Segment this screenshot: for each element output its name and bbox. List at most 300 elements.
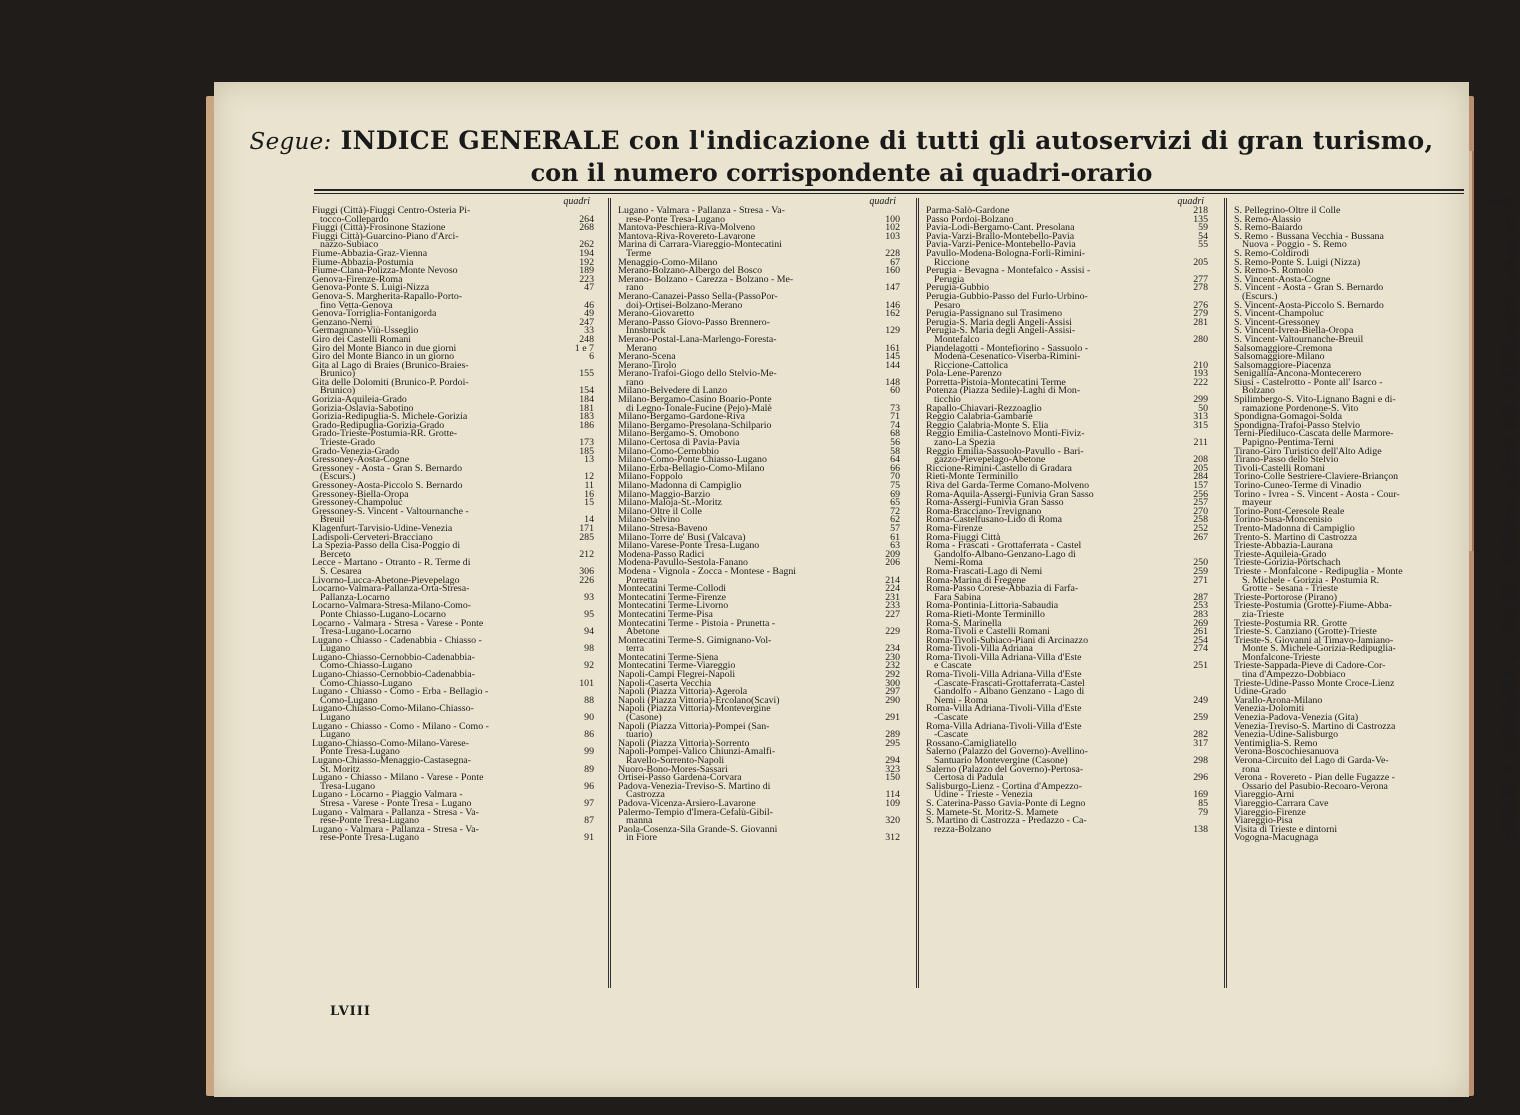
entry-route: Salsomaggiore-Milano bbox=[1234, 351, 1325, 363]
entry-quadro-number: 56 bbox=[890, 437, 900, 449]
entry-route: Roma-Rieti-Monte Terminillo bbox=[926, 608, 1045, 620]
entry-quadro-number: 42 bbox=[1506, 265, 1516, 277]
entry-quadro-number: 177 bbox=[1501, 617, 1516, 629]
entry-route-continued: Perugia bbox=[934, 273, 965, 285]
entry-route: S. Caterina-Passo Gavia-Ponte di Legno bbox=[926, 797, 1086, 809]
index-entry bbox=[312, 791, 598, 808]
index-entry bbox=[926, 327, 1212, 344]
entry-quadro-number: 270 bbox=[1193, 505, 1208, 517]
entry-route: Merano-Tirolo bbox=[618, 359, 677, 371]
entry-route: Torino-Cuneo-Terme di Vinadio bbox=[1234, 480, 1362, 491]
entry-quadro-number: 54 bbox=[1198, 230, 1208, 242]
entry-quadro-number: 188 bbox=[1501, 548, 1516, 560]
entry-route-continued: Montefalco bbox=[934, 333, 980, 345]
index-entry bbox=[1234, 565, 1520, 595]
entry-quadro-number: 93 bbox=[584, 591, 594, 603]
entry-quadro-number: 210 bbox=[1193, 359, 1208, 371]
entry-route-continued: di Legno-Tonale-Fucine (Pejo)-Malè bbox=[626, 402, 772, 414]
entry-route: Salsomaggiore-Cremona bbox=[1234, 342, 1333, 354]
entry-quadro-number: 268 bbox=[579, 222, 594, 234]
entry-quadro-number: 173 bbox=[579, 437, 594, 449]
entry-route: Torino - Ivrea - S. Vincent - Aosta - Cour- bbox=[1234, 488, 1400, 500]
entry-quadro-number: 232 bbox=[885, 660, 900, 672]
entry-route-continued: nazzo-Subiaco bbox=[320, 239, 379, 251]
entry-route-continued: (Casone) bbox=[626, 712, 662, 724]
entry-route: Viareggio-Arni bbox=[1234, 789, 1295, 801]
index-column-2 bbox=[618, 198, 904, 998]
entry-route-continued: Berceto bbox=[320, 548, 351, 560]
entry-quadro-number: 1 e 7 bbox=[574, 342, 594, 354]
entry-route: Rapallo-Chiavari-Rezzoaglio bbox=[926, 402, 1042, 414]
entry-route: Montecatini Terme-Collodi bbox=[618, 583, 727, 595]
entry-route-continued: Certosa di Padula bbox=[934, 772, 1004, 784]
entry-route: Porretta-Pistoia-Montecatini Terme bbox=[926, 376, 1066, 388]
entry-route: Lugano - Chiasso - Cadenabbia - Chiasso - bbox=[312, 634, 482, 646]
entry-route: Padova-Venezia-Treviso-S. Martino di bbox=[618, 780, 771, 792]
entry-route: Trieste-Aquileia-Grado bbox=[1234, 548, 1327, 560]
entry-quadro-number: 103 bbox=[885, 230, 900, 242]
entry-route: Verona-Boscochiesanuova bbox=[1234, 746, 1339, 758]
entry-route: Parma-Salò-Gardone bbox=[926, 205, 1010, 216]
entry-quadro-number: 245 bbox=[1501, 789, 1516, 801]
entry-route-continued: Nemi-Roma bbox=[934, 557, 983, 569]
entry-quadro-number: 107 bbox=[1501, 763, 1516, 775]
entry-route: Germagnano-Viù-Usseglio bbox=[312, 325, 419, 337]
entry-route: Visita di Trieste e dintorni bbox=[1234, 823, 1338, 835]
index-entry bbox=[1234, 634, 1520, 663]
entry-route-continued: Castrozza bbox=[626, 789, 665, 801]
entry-quadro-number: 89 bbox=[584, 763, 594, 775]
index-entry bbox=[926, 671, 1212, 705]
entry-route: Napoli (Piazza Vittoria)-Agerola bbox=[618, 686, 748, 698]
entry-route: Riccione-Rimini-Castello di Gradara bbox=[926, 462, 1072, 474]
entry-route: Ortisei-Passo Gardena-Corvara bbox=[618, 772, 742, 784]
entry-quadro-number: 32 bbox=[1506, 505, 1516, 517]
entry-route: Perugia-Gubbio bbox=[926, 282, 990, 294]
entry-quadro-number: 72 bbox=[890, 505, 900, 517]
entry-route: Locarno - Valmara - Stresa - Varese - Ponte bbox=[312, 617, 484, 629]
entry-quadro-number: 151 bbox=[1501, 385, 1516, 397]
entry-quadro-number: 26 bbox=[1506, 273, 1516, 285]
entry-quadro-number: 49 bbox=[584, 308, 594, 320]
entry-route: Grado-Redipuglia-Gorizia-Grado bbox=[312, 419, 445, 431]
entry-route-continued: -Cascate bbox=[934, 712, 968, 724]
entry-route: Gressoney - Aosta - Gran S. Bernardo bbox=[312, 462, 463, 474]
entry-route: Lugano - Chiasso - Como - Milano - Como - bbox=[312, 720, 489, 732]
entry-route-continued: Modena-Cesenatico-Viserba-Rimini- bbox=[934, 351, 1081, 363]
entry-quadro-number: 27 bbox=[1506, 299, 1516, 311]
index-entry bbox=[618, 823, 904, 844]
index-entry bbox=[926, 342, 1212, 371]
entry-route: Milano-Bergamo-Casino Boario-Ponte bbox=[618, 394, 772, 406]
entry-route: Livorno-Lucca-Abetone-Pievepelago bbox=[312, 574, 460, 586]
entry-quadro-number: 58 bbox=[890, 445, 900, 457]
entry-quadro-number: 205 bbox=[1193, 462, 1208, 474]
entry-quadro-number: 237 bbox=[1501, 815, 1516, 827]
entry-quadro-number: 169 bbox=[1193, 789, 1208, 801]
entry-route: Viareggio-Firenze bbox=[1234, 806, 1306, 818]
entry-quadro-number: 116 bbox=[1501, 720, 1516, 732]
entry-route: Siusi - Castelrotto - Ponte all' Isarco - bbox=[1234, 376, 1383, 388]
entry-route: Montecatini Terme - Pistoia - Prunetta - bbox=[618, 617, 776, 629]
entry-quadro-number: 254 bbox=[1193, 634, 1208, 646]
entry-route-continued: Riccione bbox=[934, 256, 970, 268]
entry-route: Roma-Tivoli e Castelli Romani bbox=[926, 626, 1050, 638]
entry-route: Napoli (Piazza Vittoria)-Montevergine bbox=[618, 703, 771, 715]
entry-quadro-number: 146 bbox=[885, 299, 900, 311]
entry-route-continued: S. Cesarea bbox=[320, 565, 362, 577]
index-entry bbox=[1234, 834, 1520, 843]
entry-route: S. Remo-Baiardo bbox=[1234, 222, 1303, 234]
entry-quadro-number: 63 bbox=[890, 540, 900, 552]
entry-route: Trieste-Udine-Passo Monte Croce-Lienz bbox=[1234, 677, 1395, 689]
entry-route: Gita delle Dolomiti (Brunico-P. Pordoi- bbox=[312, 376, 469, 388]
entry-route: Milano-Varese-Ponte Tresa-Lugano bbox=[618, 540, 760, 552]
entry-quadro-number: 190 bbox=[1501, 677, 1516, 689]
entry-quadro-number: 212 bbox=[579, 548, 594, 560]
entry-route: Napoli-Campi Flegrei-Napoli bbox=[618, 669, 736, 681]
entry-route: Lugano - Valmara - Pallanza - Stresa - Va- bbox=[312, 806, 479, 818]
entry-quadro-number: 259 bbox=[1193, 565, 1208, 577]
entry-quadro-number: 261 bbox=[1193, 626, 1208, 638]
entry-route: S. Martino di Castrozza - Predazzo - Ca- bbox=[926, 815, 1087, 827]
entry-route-continued: rese-Ponte Tresa-Lugano bbox=[320, 832, 420, 844]
entry-quadro-number: 81 bbox=[1506, 454, 1516, 466]
entry-quadro-number: 172 bbox=[1501, 823, 1516, 835]
entry-route: Spondigna-Gomagoi-Solda bbox=[1234, 411, 1343, 423]
column-divider bbox=[916, 198, 919, 988]
entry-quadro-number: 262 bbox=[579, 239, 594, 251]
title-rule-thin bbox=[314, 193, 1464, 194]
entry-quadro-number: 290 bbox=[885, 694, 900, 706]
entry-quadro-number: 269 bbox=[1193, 617, 1208, 629]
entry-route-continued: rano bbox=[626, 376, 644, 388]
entry-quadro-number: 274 bbox=[1193, 643, 1208, 655]
entry-quadro-number: 176 bbox=[1501, 651, 1516, 663]
entry-route-continued: Santuario Montevergine (Casone) bbox=[934, 755, 1068, 766]
entry-quadro-number: 160 bbox=[885, 265, 900, 277]
entry-quadro-number: 186 bbox=[579, 419, 594, 431]
entry-route-continued: Grotte - Sesana - Trieste bbox=[1242, 583, 1338, 595]
entry-route: Genzano-Nemi bbox=[312, 316, 373, 328]
entry-quadro-number: 282 bbox=[1193, 729, 1208, 741]
entry-route-continued: rona bbox=[1242, 763, 1260, 775]
entry-route: Napoli (Piazza Vittoria)-Ercolano(Scavi) bbox=[618, 694, 780, 706]
entry-route-continued: zia-Trieste bbox=[1242, 608, 1284, 620]
entry-route: Lugano-Chiasso-Cernobbio-Cadenabbia- bbox=[312, 669, 475, 681]
entry-route-continued: ramazione Pordenone-S. Vito bbox=[1242, 402, 1359, 414]
entry-quadro-number: 158 bbox=[1501, 522, 1516, 534]
entry-quadro-number: 208 bbox=[1193, 454, 1208, 466]
entry-quadro-number: 222 bbox=[1193, 376, 1208, 388]
entry-route: Gressoney-Aosta-Piccolo S. Bernardo bbox=[312, 480, 463, 491]
entry-route: Roma-Villa Adriana-Tivoli-Villa d'Este bbox=[926, 703, 1082, 715]
entry-quadro-number: 88 bbox=[584, 694, 594, 706]
entry-route: Roma-Tivoli-Villa Adriana bbox=[926, 643, 1033, 655]
entry-quadro-number: 306 bbox=[579, 565, 594, 577]
entry-quadro-number: 162 bbox=[885, 308, 900, 320]
entry-quadro-number: 53 bbox=[1506, 832, 1516, 844]
entry-route-continued: Tresa-Lugano-Locarno bbox=[320, 626, 412, 638]
entry-quadro-number: 230 bbox=[885, 651, 900, 663]
entry-route: Torino-Pont-Ceresole Reale bbox=[1234, 505, 1345, 517]
entry-route: Trieste-Gorizia-Pörtschach bbox=[1234, 557, 1341, 569]
entry-quadro-number: 189 bbox=[579, 265, 594, 277]
entry-route: Roma-Frascati-Lago di Nemi bbox=[926, 565, 1043, 577]
entry-quadro-number: 94 bbox=[584, 626, 594, 638]
entry-route-continued: Porretta bbox=[626, 574, 658, 586]
entry-route-continued: (Escurs.) bbox=[320, 471, 356, 483]
entry-quadro-number: 138 bbox=[1193, 823, 1208, 835]
entry-quadro-number: 91 bbox=[584, 832, 594, 844]
entry-route: Gressoney-Champoluc bbox=[312, 497, 403, 509]
title-line-1: INDICE GENERALE con l'indicazione di tutti gli autoservizi di gran turismo, bbox=[340, 126, 1434, 155]
index-entry bbox=[312, 602, 598, 619]
entry-quadro-number: 75 bbox=[890, 480, 900, 491]
entry-route: Montecatini Terme-Firenze bbox=[618, 591, 726, 603]
entry-route: Trieste-Postumia (Grotte)-Fiume-Abba- bbox=[1234, 600, 1392, 612]
entry-quadro-number: 291 bbox=[885, 712, 900, 724]
entry-quadro-number: 95 bbox=[584, 608, 594, 620]
entry-route: Lugano-Chiasso-Cernobbio-Cadenabbia- bbox=[312, 651, 475, 663]
entry-route-continued: Brunico) bbox=[320, 385, 356, 397]
entry-route: Padova-Vicenza-Arsiero-Lavarone bbox=[618, 797, 756, 809]
entry-route: Fiuggi (Città)-Fiuggi Centro-Osteria Pi- bbox=[312, 205, 471, 216]
entry-route-continued: Brunico) bbox=[320, 368, 356, 380]
entry-route: Locarno-Valmara-Stresa-Milano-Como- bbox=[312, 600, 472, 612]
entry-route: S. Vincent-Gressoney bbox=[1234, 316, 1320, 328]
entry-route: Reggio Emilia-Sassuolo-Pavullo - Bari- bbox=[926, 445, 1084, 457]
index-entry bbox=[926, 542, 1212, 568]
entry-quadro-number: 285 bbox=[579, 531, 594, 543]
entry-route: Genova-Firenze-Roma bbox=[312, 273, 403, 285]
entry-route: Pavia-Varzi-Penice-Montebello-Pavia bbox=[926, 239, 1076, 251]
entry-quadro-number: 313 bbox=[1193, 411, 1208, 423]
entry-quadro-number: 13 bbox=[584, 454, 594, 466]
entry-quadro-number: 193 bbox=[1193, 368, 1208, 380]
entry-quadro-number: 31 bbox=[1506, 514, 1516, 526]
entry-quadro-number: 114 bbox=[885, 789, 900, 801]
entry-quadro-number: 174 bbox=[1501, 583, 1516, 595]
entry-route: Roma-Firenze bbox=[926, 522, 983, 534]
entry-route: Trieste-Abbazia-Laurana bbox=[1234, 540, 1333, 552]
entry-quadro-number: 100 bbox=[885, 213, 900, 225]
entry-quadro-number: 194 bbox=[579, 247, 594, 259]
entry-route: Roma-Marina di Fregene bbox=[926, 574, 1026, 586]
entry-quadro-number: 115 bbox=[1501, 712, 1516, 724]
entry-route: Montecatini Terme-Pisa bbox=[618, 608, 713, 620]
entry-route: Marina di Carrara-Viareggio-Montecatini bbox=[618, 239, 782, 251]
entry-route: S. Vincent-Valtournanche-Breuil bbox=[1234, 333, 1364, 345]
entry-quadro-number: 129 bbox=[885, 325, 900, 337]
entry-quadro-number: 182 bbox=[1501, 557, 1516, 569]
entry-route: Verona - Rovereto - Pian delle Fugazze - bbox=[1234, 772, 1395, 784]
entry-quadro-number: 226 bbox=[579, 574, 594, 586]
entry-route: Modena - Vignola - Zocca - Montese - Bagni bbox=[618, 565, 797, 577]
entry-quadro-number: 40 bbox=[1506, 256, 1516, 268]
entry-route: Pavia-Varzi-Brallo-Montebello-Pavia bbox=[926, 230, 1075, 242]
entry-quadro-number: 108 bbox=[1501, 780, 1516, 792]
entry-quadro-number: 170 bbox=[1501, 591, 1516, 603]
entry-quadro-number: 161 bbox=[885, 342, 900, 354]
entry-quadro-number: 97 bbox=[584, 797, 594, 809]
entry-route: Passo Pordoi-Bolzano bbox=[926, 213, 1014, 225]
entry-quadro-number: 320 bbox=[885, 815, 900, 827]
entry-route-continued: ticchio bbox=[934, 394, 961, 406]
entry-quadro-number: 110 bbox=[1501, 746, 1516, 758]
entry-quadro-number: 214 bbox=[885, 574, 900, 586]
entry-quadro-number: 180 bbox=[1501, 669, 1516, 681]
entry-route: S. Remo-S. Romolo bbox=[1234, 265, 1314, 277]
entry-route: Menaggio-Como-Milano bbox=[618, 256, 718, 268]
entry-route: Genova-Torriglia-Fontanigorda bbox=[312, 308, 437, 320]
entry-quadro-number: 229 bbox=[885, 626, 900, 638]
entry-quadro-number: 257 bbox=[1193, 497, 1208, 509]
entry-route: S. Vincent-Aosta-Cogne bbox=[1234, 273, 1331, 285]
index-column-4 bbox=[1234, 198, 1520, 998]
entry-route: Roma-S. Marinella bbox=[926, 617, 1002, 629]
entry-route: Ladispoli-Cerveteri-Bracciano bbox=[312, 531, 433, 543]
entry-quadro-number: 44 bbox=[1506, 247, 1516, 259]
entry-route-continued: Nuova - Poggio - S. Remo bbox=[1242, 239, 1347, 251]
entry-route-continued: rezza-Bolzano bbox=[934, 823, 992, 835]
entry-route: Milano-Stresa-Baveno bbox=[618, 522, 708, 534]
entry-quadro-number: 250 bbox=[1193, 557, 1208, 569]
entry-route: S. Vincent-Aosta-Piccolo S. Bernardo bbox=[1234, 299, 1384, 311]
entry-quadro-number: 12 bbox=[584, 471, 594, 483]
entry-route: Milano-Como-Cernobbio bbox=[618, 445, 719, 457]
entry-route-continued: Breuil bbox=[320, 514, 345, 526]
entry-quadro-number: 279 bbox=[1193, 308, 1208, 320]
entry-quadro-number: 9 bbox=[1511, 471, 1516, 483]
entry-route: Milano-Maggio-Barzio bbox=[618, 488, 711, 500]
entry-route: Merano-Trafoi-Giogo dello Stelvio-Me- bbox=[618, 368, 777, 380]
entry-route: S. Remo - Bussana Vecchia - Bussana bbox=[1234, 230, 1384, 242]
entry-route: Varallo-Arona-Milano bbox=[1234, 694, 1323, 706]
entry-quadro-number: 228 bbox=[885, 247, 900, 259]
entry-route-continued: rese-Ponte Tresa-Lugano bbox=[320, 815, 420, 827]
column-header: quadri bbox=[1177, 196, 1204, 207]
entry-quadro-number: 179 bbox=[1501, 540, 1516, 552]
entry-route: Genova-Ponte S. Luigi-Nizza bbox=[312, 282, 430, 294]
entry-route: Lugano-Chiasso-Como-Milano-Varese- bbox=[312, 737, 469, 749]
entry-route: Mantova-Peschiera-Riva-Molveno bbox=[618, 222, 756, 234]
entry-quadro-number: 147 bbox=[885, 282, 900, 294]
index-entry bbox=[926, 817, 1212, 834]
entry-quadro-number: 278 bbox=[1193, 282, 1208, 294]
entry-quadro-number: 183 bbox=[579, 411, 594, 423]
entry-route: Merano-Giovaretto bbox=[618, 308, 695, 320]
page-subtitle: con il numero corrispondente ai quadri-orario bbox=[530, 158, 1153, 187]
entry-route: Modena-Pavullo-Sestola-Fanano bbox=[618, 557, 748, 569]
entry-quadro-number: 6 bbox=[589, 351, 594, 363]
entry-route: Verona-Circuito del Lago di Garda-Ve- bbox=[1234, 755, 1389, 766]
entry-route: Roma-Fiuggi Città bbox=[926, 531, 1001, 543]
entry-quadro-number: 74 bbox=[890, 419, 900, 431]
entry-quadro-number: 62 bbox=[890, 514, 900, 526]
entry-route-continued: zano-La Spezia bbox=[934, 437, 996, 449]
entry-route: Roma-Pontinia-Littoria-Sabaudia bbox=[926, 600, 1059, 612]
entry-quadro-number: 98 bbox=[584, 643, 594, 655]
entry-route-continued: Pesaro bbox=[934, 299, 961, 311]
entry-quadro-number: 178 bbox=[1501, 608, 1516, 620]
entry-route-continued: tina d'Ampezzo-Dobbiaco bbox=[1242, 669, 1346, 681]
entry-quadro-number: 187 bbox=[1501, 729, 1516, 741]
entry-route-continued: in Fiore bbox=[626, 832, 657, 844]
entry-route-continued: doi)-Ortisei-Bolzano-Merano bbox=[626, 299, 743, 311]
entry-route: Lugano - Locarno - Piaggio Valmara - bbox=[312, 789, 463, 801]
entry-route: Pavia-Lodi-Bergamo-Cant. Presolana bbox=[926, 222, 1075, 234]
entry-route: Giro dei Castelli Romani bbox=[312, 333, 412, 345]
entry-route-continued: tuario) bbox=[626, 729, 653, 741]
entry-route: S. Mamete-St. Moritz-S. Mamete bbox=[926, 806, 1059, 818]
entry-quadro-number: 167 bbox=[1501, 686, 1516, 698]
entry-quadro-number: 223 bbox=[579, 273, 594, 285]
entry-route: Giro del Monte Bianco in un giorno bbox=[312, 351, 455, 363]
entry-route: Napoli (Piazza Vittoria)-Sorrento bbox=[618, 737, 750, 749]
entry-quadro-number: 64 bbox=[890, 454, 900, 466]
entry-route: Trieste-Sappada-Pieve di Cadore-Cor- bbox=[1234, 660, 1386, 672]
entry-route: Milano-Certosa di Pavia-Pavia bbox=[618, 437, 740, 449]
entry-quadro-number: 281 bbox=[1193, 316, 1208, 328]
entry-quadro-number: 60 bbox=[890, 385, 900, 397]
entry-route: S. Remo-Ponte S. Luigi (Nizza) bbox=[1234, 256, 1361, 268]
entry-route: Fiume-Clana-Polizza-Monte Nevoso bbox=[312, 265, 458, 277]
entry-route: Lugano - Chiasso - Milano - Varese - Ponte bbox=[312, 772, 484, 784]
entry-quadro-number: 280 bbox=[1193, 333, 1208, 345]
entry-route: Nuoro-Bono-Mores-Sassari bbox=[618, 763, 728, 775]
entry-route-continued: Como-Lugano bbox=[320, 694, 378, 706]
entry-quadro-number: 295 bbox=[885, 737, 900, 749]
entry-quadro-number: 101 bbox=[579, 677, 594, 689]
entry-route-continued: Lugano bbox=[320, 729, 351, 741]
entry-quadro-number: 312 bbox=[885, 832, 900, 844]
entry-quadro-number: 299 bbox=[1193, 394, 1208, 406]
entry-route: Grado-Venezia-Grado bbox=[312, 445, 400, 457]
entry-route: Tirano-Giro Turistico dell'Alto Adige bbox=[1234, 445, 1382, 457]
entry-route: Milano-Belvedere di Lanzo bbox=[618, 385, 728, 397]
entry-route: Gorizia-Redipuglia-S. Michele-Gorizia bbox=[312, 411, 468, 423]
entry-route: Milano-Bergamo-Gardone-Riva bbox=[618, 411, 746, 423]
entry-route: Trieste-S. Canziano (Grotte)-Trieste bbox=[1234, 626, 1377, 638]
entry-route-continued: gazzo-Pievepelago-Abetone bbox=[934, 454, 1046, 466]
index-column-1 bbox=[312, 198, 598, 998]
entry-quadro-number: 25 bbox=[1506, 290, 1516, 302]
entry-route: Perugia-S. Maria degli Angeli-Assisi- bbox=[926, 325, 1076, 337]
entry-route-continued: Stresa - Varese - Ponte Tresa - Lugano bbox=[320, 797, 472, 809]
entry-route-continued: rese-Ponte Tresa-Lugano bbox=[626, 213, 726, 225]
entry-route: Merano-Postal-Lana-Marlengo-Foresta- bbox=[618, 333, 777, 345]
page-number: LVIII bbox=[330, 1004, 371, 1019]
entry-quadro-number: 29 bbox=[1506, 316, 1516, 328]
entry-quadro-number: 87 bbox=[584, 815, 594, 827]
entry-quadro-number: 258 bbox=[1193, 514, 1208, 526]
entry-quadro-number: 102 bbox=[885, 222, 900, 234]
entry-route: Trieste-Postumia RR. Grotte bbox=[1234, 617, 1347, 629]
entry-route-continued: Terme bbox=[626, 247, 652, 259]
column-divider bbox=[1224, 198, 1227, 988]
entry-route: Merano-Scena bbox=[618, 351, 676, 363]
entry-quadro-number: 317 bbox=[1193, 737, 1208, 749]
entry-quadro-number: 205 bbox=[1193, 256, 1208, 268]
entry-quadro-number: 209 bbox=[885, 548, 900, 560]
entry-quadro-number: 227 bbox=[885, 608, 900, 620]
entry-quadro-number: 249 bbox=[1193, 694, 1208, 706]
entry-route-continued: Gandolfo - Albano Genzano - Lago di bbox=[934, 686, 1085, 698]
entry-quadro-number: 45 bbox=[1506, 239, 1516, 251]
entry-route-continued: Ravello-Sorrento-Napoli bbox=[626, 755, 725, 766]
entry-quadro-number: 23 bbox=[1506, 497, 1516, 509]
